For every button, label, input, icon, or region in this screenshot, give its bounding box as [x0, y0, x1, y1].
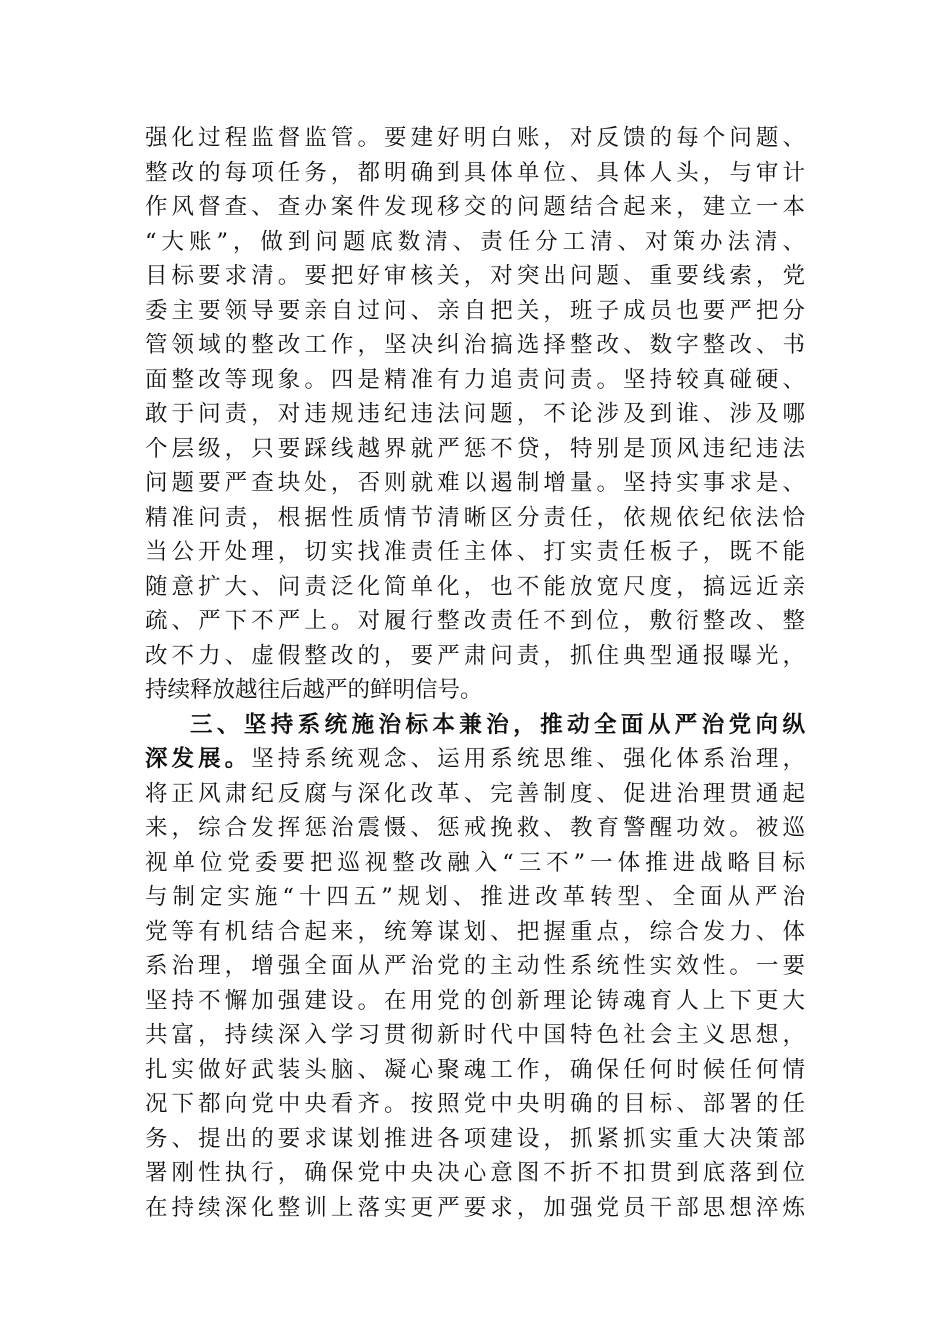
paragraph-text: 坚持系统观念、运用系统思维、强化体系治理， — [251, 746, 805, 772]
paragraph-line: 署刚性执行，确保党中央决心意图不折不扣贯到底落到位 — [145, 1160, 805, 1186]
paragraph-line: 扎实做好武装头脑、凝心聚魂工作，确保任何时候任何情 — [145, 1056, 805, 1083]
paragraph-line: 精准问责，根据性质情节清晰区分责任，依规依纪依法恰 — [145, 504, 805, 531]
paragraph-line: 作风督查、查办案件发现移交的问题结合起来，建立一本 — [145, 194, 805, 220]
paragraph-line: 持续释放越往后越严的鲜明信号。 — [145, 677, 483, 703]
paragraph-line: 在持续深化整训上落实更严要求，加强党员干部思想淬炼 — [145, 1194, 805, 1221]
paragraph-line: 问题要严查块处，否则就难以遏制增量。坚持实事求是、 — [145, 470, 805, 496]
paragraph-line: 整改的每项任务，都明确到具体单位、具体人头，与审计 — [145, 159, 805, 186]
section-heading: 三、坚持系统施治标本兼治，推动全面从严治党向纵 — [190, 711, 805, 738]
paragraph-line: 务、提出的要求谋划推进各项建设，抓紧抓实重大决策部 — [145, 1125, 805, 1152]
paragraph-line: 个层级，只要踩线越界就严惩不贷，特别是顶风违纪违法 — [145, 435, 805, 462]
paragraph-line: 委主要领导要亲自过问、亲自把关，班子成员也要严把分 — [145, 297, 805, 324]
paragraph-line: 改不力、虚假整改的，要严肃问责，抓住典型通报曝光， — [145, 642, 805, 669]
paragraph-line: 随意扩大、问责泛化简单化，也不能放宽尺度，搞远近亲 — [145, 573, 805, 600]
paragraph-line: 来，综合发挥惩治震慑、惩戒挽救、教育警醒功效。被巡 — [145, 815, 805, 841]
paragraph-line: 目标要求清。要把好审核关，对突出问题、重要线索，党 — [145, 263, 805, 289]
paragraph-line: 疏、严下不严上。对履行整改责任不到位，敷衍整改、整 — [145, 608, 805, 634]
paragraph-line: 强化过程监督监管。要建好明白账，对反馈的每个问题、 — [145, 125, 805, 151]
paragraph-line: 党等有机结合起来，统筹谋划、把握重点，综合发力、体 — [145, 918, 805, 945]
section-heading-continued — [145, 742, 805, 777]
paragraph-line: 系治理，增强全面从严治党的主动性系统性实效性。一要 — [145, 953, 805, 979]
paragraph-line: 共富，持续深入学习贯彻新时代中国特色社会主义思想， — [145, 1022, 805, 1048]
section-heading-end: 深发展。 — [145, 746, 252, 772]
body-text — [145, 121, 805, 1225]
paragraph-line: 敢于问责，对违规违纪违法问题，不论涉及到谁、涉及哪 — [145, 401, 805, 427]
paragraph-line: 视单位党委要把巡视整改融入“三不”一体推进战略目标 — [145, 849, 805, 876]
paragraph-line: 与制定实施“十四五”规划、推进改革转型、全面从严治 — [145, 884, 805, 910]
paragraph-line: “大账”，做到问题底数清、责任分工清、对策办法清、 — [145, 228, 805, 255]
paragraph-line: 面整改等现象。四是精准有力追责问责。坚持较真碰硬、 — [145, 366, 805, 393]
paragraph-line: 将正风肃纪反腐与深化改革、完善制度、促进治理贯通起 — [145, 780, 805, 807]
paragraph-line: 况下都向党中央看齐。按照党中央明确的目标、部署的任 — [145, 1091, 805, 1117]
paragraph-line: 管领域的整改工作，坚决纠治搞选择整改、数字整改、书 — [145, 332, 805, 358]
paragraph-line: 坚持不懈加强建设。在用党的创新理论铸魂育人上下更大 — [145, 987, 805, 1014]
paragraph-line: 当公开处理，切实找准责任主体、打实责任板子，既不能 — [145, 539, 805, 565]
